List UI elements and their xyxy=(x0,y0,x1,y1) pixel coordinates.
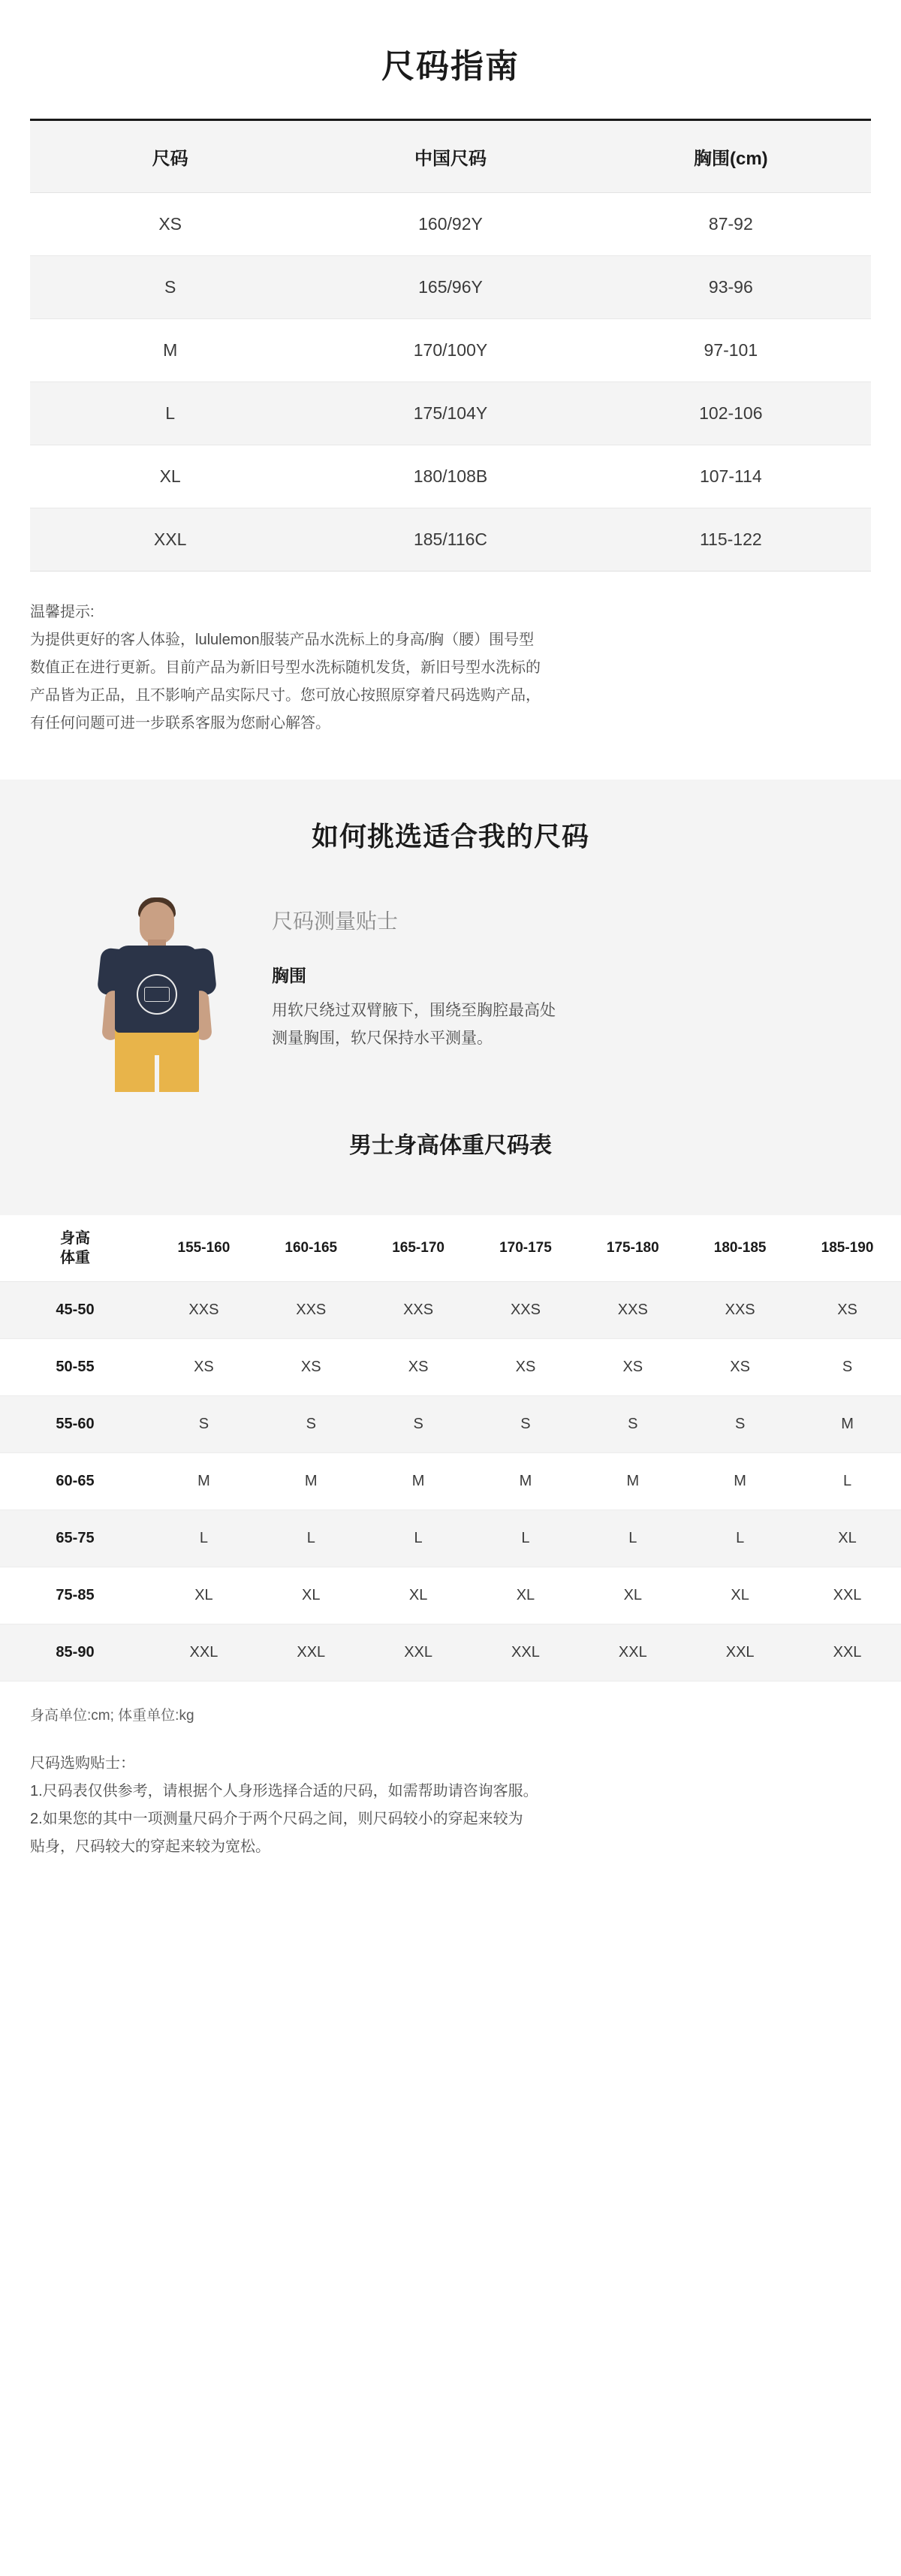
notice-block xyxy=(30,599,871,738)
notice-title: 温馨提示: xyxy=(30,604,95,620)
hw-cell: XS xyxy=(258,1339,365,1396)
buy-tips-block xyxy=(30,1750,871,1891)
cell-size: XS xyxy=(30,193,310,256)
hw-cell: XS xyxy=(472,1339,580,1396)
model-head xyxy=(140,902,174,944)
shirt-logo-icon xyxy=(137,974,177,1015)
table-row xyxy=(30,193,871,256)
size-table-col-size: 尺码 xyxy=(30,121,310,193)
hw-table-head xyxy=(0,1215,901,1282)
hw-table-container xyxy=(0,1215,901,1682)
notice-line-3: 产品皆为正品，且不影响产品实际尺寸。您可放心按照原穿着尺码选购产品， xyxy=(30,687,541,704)
hw-cell: XL xyxy=(579,1567,686,1624)
hw-cell: XL xyxy=(472,1567,580,1624)
hw-cell: L xyxy=(258,1510,365,1567)
hw-row-label: 45-50 xyxy=(0,1282,150,1339)
hw-col-0: 155-160 xyxy=(150,1215,258,1282)
cell-chest: 87-92 xyxy=(591,193,871,256)
cell-chest: 115-122 xyxy=(591,508,871,572)
size-table-container xyxy=(30,119,871,572)
hw-cell: XXL xyxy=(686,1624,794,1682)
hw-cell: XS xyxy=(365,1339,472,1396)
hw-cell: L xyxy=(794,1453,901,1510)
hw-corner-header xyxy=(0,1215,150,1282)
measure-text-line-2: 测量胸围，软尺保持水平测量。 xyxy=(272,1029,493,1047)
hw-cell: XXS xyxy=(686,1282,794,1339)
buy-tips-line-2: 2.如果您的其中一项测量尺码介于两个尺码之间，则尺码较小的穿起来较为 xyxy=(30,1811,523,1827)
hw-table-body xyxy=(0,1282,901,1682)
cell-china-size: 175/104Y xyxy=(310,382,590,445)
hw-row-label: 55-60 xyxy=(0,1396,150,1453)
hw-cell: XXL xyxy=(472,1624,580,1682)
cell-size: L xyxy=(30,382,310,445)
hw-cell: M xyxy=(365,1453,472,1510)
model-shorts xyxy=(115,1030,199,1092)
table-row xyxy=(0,1510,901,1567)
hw-row-label: 50-55 xyxy=(0,1339,150,1396)
cell-china-size: 160/92Y xyxy=(310,193,590,256)
section-divider xyxy=(0,738,901,780)
cell-china-size: 185/116C xyxy=(310,508,590,572)
hw-cell: L xyxy=(579,1510,686,1567)
cell-china-size: 165/96Y xyxy=(310,256,590,319)
notice-line-2: 数值正在进行更新。目前产品为新旧号型水洗标随机发货，新旧号型水洗标的 xyxy=(30,659,541,676)
hw-corner-weight: 体重 xyxy=(60,1250,90,1266)
table-row xyxy=(0,1396,901,1453)
hw-cell: XXS xyxy=(472,1282,580,1339)
measure-label-chest: 胸围 xyxy=(272,966,306,985)
table-row xyxy=(0,1453,901,1510)
hw-cell: M xyxy=(579,1453,686,1510)
table-row xyxy=(0,1567,901,1624)
hw-cell: L xyxy=(150,1510,258,1567)
hw-cell: XS xyxy=(686,1339,794,1396)
hw-cell: M xyxy=(686,1453,794,1510)
hw-col-2: 165-170 xyxy=(365,1215,472,1282)
notice-line-1: 为提供更好的客人体验，lululemon服装产品水洗标上的身高/胸（腰）围号型 xyxy=(30,632,535,648)
hw-cell: XL xyxy=(794,1510,901,1567)
hw-cell: S xyxy=(794,1339,901,1396)
measure-text-line-1: 用软尺绕过双臂腋下，围绕至胸腔最高处 xyxy=(272,1002,556,1019)
notice-line-4: 有任何问题可进一步联系客服为您耐心解答。 xyxy=(30,715,330,731)
hw-col-5: 180-185 xyxy=(686,1215,794,1282)
hw-table-title: 男士身高体重尺码表 xyxy=(0,1092,901,1182)
hw-cell: XXS xyxy=(365,1282,472,1339)
hw-cell: S xyxy=(579,1396,686,1453)
cell-size: XXL xyxy=(30,508,310,572)
hw-col-4: 175-180 xyxy=(579,1215,686,1282)
size-table-col-chest: 胸围(cm) xyxy=(591,121,871,193)
hw-cell: XXS xyxy=(150,1282,258,1339)
hw-cell: S xyxy=(472,1396,580,1453)
page-title: 尺码指南 xyxy=(381,48,520,85)
hw-cell: XL xyxy=(365,1567,472,1624)
table-row xyxy=(30,382,871,445)
cell-chest: 107-114 xyxy=(591,445,871,508)
buy-tips-line-1: 1.尺码表仅供参考，请根据个人身形选择合适的尺码，如需帮助请咨询客服。 xyxy=(30,1783,538,1799)
hw-cell: XXL xyxy=(794,1567,901,1624)
hw-cell: XL xyxy=(258,1567,365,1624)
model-photo xyxy=(78,893,236,1092)
hw-col-1: 160-165 xyxy=(258,1215,365,1282)
shirt-logo-inner xyxy=(144,987,170,1002)
table-row xyxy=(30,445,871,508)
hw-cell: XXS xyxy=(579,1282,686,1339)
hw-cell: L xyxy=(686,1510,794,1567)
hw-cell: XS xyxy=(579,1339,686,1396)
hw-cell: S xyxy=(258,1396,365,1453)
hw-cell: M xyxy=(794,1396,901,1453)
cell-chest: 93-96 xyxy=(591,256,871,319)
size-table xyxy=(30,121,871,572)
table-row xyxy=(30,256,871,319)
table-row xyxy=(30,508,871,572)
table-row xyxy=(0,1624,901,1682)
size-table-body xyxy=(30,193,871,572)
cell-size: M xyxy=(30,319,310,382)
cell-china-size: 180/108B xyxy=(310,445,590,508)
height-weight-table xyxy=(0,1215,901,1682)
table-row xyxy=(30,319,871,382)
howto-section xyxy=(0,780,901,1215)
hw-cell: XXL xyxy=(150,1624,258,1682)
hw-cell: XL xyxy=(686,1567,794,1624)
table-header-row xyxy=(30,121,871,193)
buy-tips-line-3: 贴身，尺码较大的穿起来较为宽松。 xyxy=(30,1838,270,1855)
hw-cell: L xyxy=(472,1510,580,1567)
hw-col-6: 185-190 xyxy=(794,1215,901,1282)
hw-cell: S xyxy=(365,1396,472,1453)
table-row xyxy=(0,1339,901,1396)
unit-note: 身高单位:cm; 体重单位:kg xyxy=(30,1708,194,1724)
hw-cell: XXL xyxy=(258,1624,365,1682)
cell-chest: 102-106 xyxy=(591,382,871,445)
hw-row-label: 65-75 xyxy=(0,1510,150,1567)
hw-cell: M xyxy=(150,1453,258,1510)
table-header-row xyxy=(0,1215,901,1282)
howto-title: 如何挑选适合我的尺码 xyxy=(311,821,589,852)
hw-cell: S xyxy=(686,1396,794,1453)
measure-text xyxy=(272,997,556,1053)
hw-cell: S xyxy=(150,1396,258,1453)
hw-cell: XXS xyxy=(258,1282,365,1339)
table-row xyxy=(0,1282,901,1339)
hw-col-3: 170-175 xyxy=(472,1215,580,1282)
hw-cell: XXL xyxy=(794,1624,901,1682)
hw-row-label: 75-85 xyxy=(0,1567,150,1624)
size-table-head xyxy=(30,121,871,193)
hw-cell: XS xyxy=(794,1282,901,1339)
hw-cell: XL xyxy=(150,1567,258,1624)
hw-cell: M xyxy=(258,1453,365,1510)
hw-row-label: 60-65 xyxy=(0,1453,150,1510)
hw-cell: M xyxy=(472,1453,580,1510)
hw-cell: XXL xyxy=(579,1624,686,1682)
cell-size: S xyxy=(30,256,310,319)
hw-corner-height: 身高 xyxy=(60,1230,90,1247)
hw-cell: XXL xyxy=(365,1624,472,1682)
measure-tips-heading: 尺码测量贴士 xyxy=(272,909,399,933)
hw-cell: L xyxy=(365,1510,472,1567)
howto-body xyxy=(0,854,901,1092)
cell-size: XL xyxy=(30,445,310,508)
buy-tips-title: 尺码选购贴士： xyxy=(30,1755,135,1772)
hw-row-label: 85-90 xyxy=(0,1624,150,1682)
cell-chest: 97-101 xyxy=(591,319,871,382)
size-table-col-china-size: 中国尺码 xyxy=(310,121,590,193)
hw-cell: XS xyxy=(150,1339,258,1396)
measure-tips-block xyxy=(272,893,556,1053)
cell-china-size: 170/100Y xyxy=(310,319,590,382)
